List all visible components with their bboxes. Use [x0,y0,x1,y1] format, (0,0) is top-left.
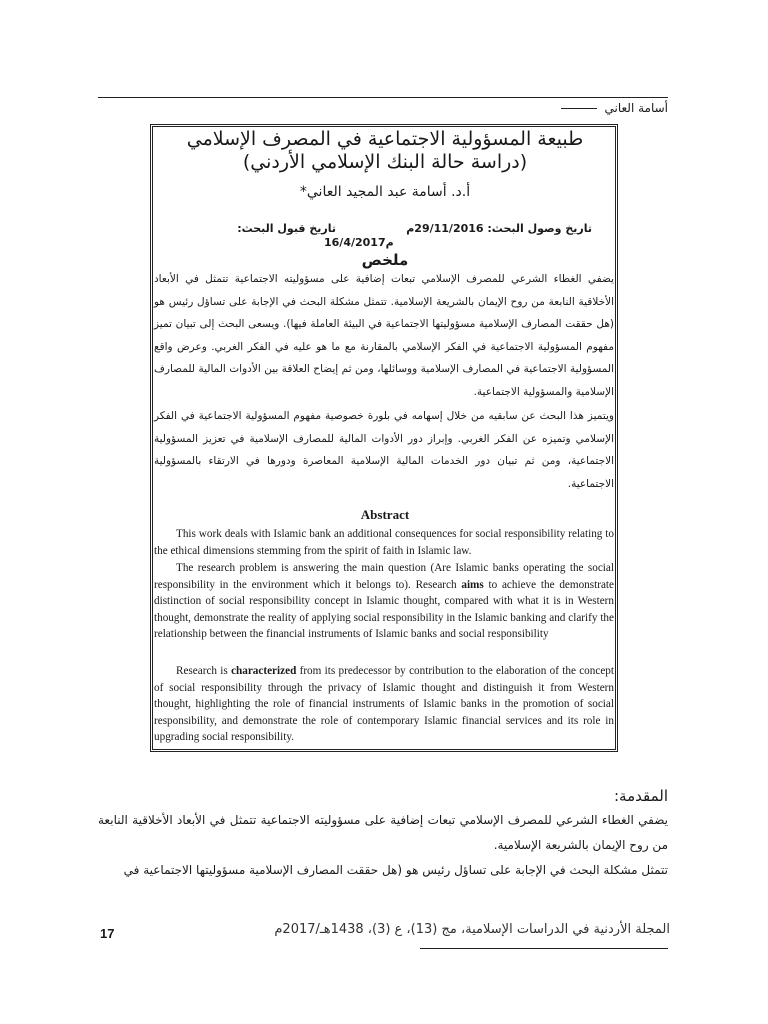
english-abstract-paragraph-3 [154,663,614,746]
footer-rule [420,948,668,949]
journal-citation: المجلة الأردنية في الدراسات الإسلامية، مج (13)، ع (3)، 1438هـ/2017م [274,922,670,937]
accepted-label: تاريخ قبول البحث: [237,222,336,235]
accepted-value: 16/4/2017م [324,236,394,249]
english-abstract-paragraph-1: This work deals with Islamic bank an additional consequences for social responsibility relating to the ethical dimensions stemming from the spirit of faith in Islamic law. [154,528,614,557]
received-value: 29/11/2016م [406,222,484,235]
arabic-abstract-paragraph-1: يضفي الغطاء الشرعي للمصرف الإسلامي تبعات إضافية على مسؤوليته الاجتماعية تتمثل في الأبعاد الأخلاقية النابعة من روح الإيمان بالشريعة الإسلامية. تتمثل مشكلة البحث في الإجابة على تساؤل رئيس هو (هل حققت المصارف الإسلامية مسؤوليتها الاجتماعية في البيئة العاملة فيها). ويسعى البحث إلى تبيان تميز مفهوم المسؤولية الاجتماعية في الفكر الإسلامي بالمقارنة مع ما هو عليه في الفكر الغربي. وعرض واقع المسؤولية الاجتماعية في المصارف الإسلامية ووسائلها، ومن ثم إيضاح العلاقة بين الأدوات المالية للمصارف الإسلامية والمسؤولية الاجتماعية. [154,273,614,398]
running-head [561,101,668,115]
author-name: أ.د. أسامة عبد المجيد العاني* [299,184,471,200]
introduction-paragraph-1: يضفي الغطاء الشرعي للمصرف الإسلامي تبعات إضافية على مسؤوليته الاجتماعية تتمثل في الأبعاد الأخلاقية النابعة من روح الإيمان بالشريعة الإسلامية. [98,813,668,852]
received-label: تاريخ وصول البحث: [487,222,592,235]
english-abstract-heading: Abstract [360,507,410,522]
p2-text-a: The research problem is answering the main question (Are Islamic banks operating the social responsibility in the environment which it belongs to). Research [154,562,614,591]
running-head-dash [561,108,597,109]
introduction-heading: المقدمة: [613,787,668,805]
paper-title-line1: طبيعة المسؤولية الاجتماعية في المصرف الإسلامي [186,128,584,150]
received-date [406,222,592,235]
introduction-paragraph-2: تتمثل مشكلة البحث في الإجابة على تساؤل رئيس هو (هل حققت المصارف الإسلامية مسؤوليتها الاجتماعية في [123,863,668,877]
p2-text-b: to achieve the demonstrate distinction of social responsibility concept in Islamic thought, compared with what it is in Western thought, demonstrate the reality of applying social responsibility in the Islamic banking and clarify the relationship between the financial instruments of Islamic banks and social responsibility [154,578,615,641]
arabic-abstract-paragraph-2: ويتميز هذا البحث عن سابقيه من خلال إسهامه في بلورة خصوصية مفهوم المسؤولية الاجتماعية في الفكر الإسلامي وتميزه عن الفكر الغربي. وإبراز دور الأدوات المالية للمصارف الإسلامية في تعزيز المسؤولية الاجتماعية، ومن ثم تبيان دور الخدمات المالية الإسلامية المعاصرة ودورها في الارتقاء بالمسؤولية الاجتماعية. [154,410,614,490]
page-number: 17 [100,926,115,941]
p3-text-b: from its predecessor by contribution to the elaboration of the concept of social responsibility through the privacy of Islamic thought and distinguish it from Western thought, highlighting the role of financial instruments of Islamic banks in the promotion of social responsibility, and demonstrate the role of contemporary Islamic financial services and its role in upgrading social responsibility. [154,665,614,744]
english-abstract-paragraph-2 [154,560,614,643]
header-rule [98,97,668,98]
p3-text-a: Research is [176,665,232,677]
running-head-author: أسامة العاني [604,101,668,115]
p3-bold-characterized: characterized [231,665,297,677]
paper-title-line2: (دراسة حالة البنك الإسلامي الأردني) [242,151,528,173]
arabic-abstract-heading: ملخص [361,251,409,269]
p2-bold-aims: aims [461,578,484,591]
